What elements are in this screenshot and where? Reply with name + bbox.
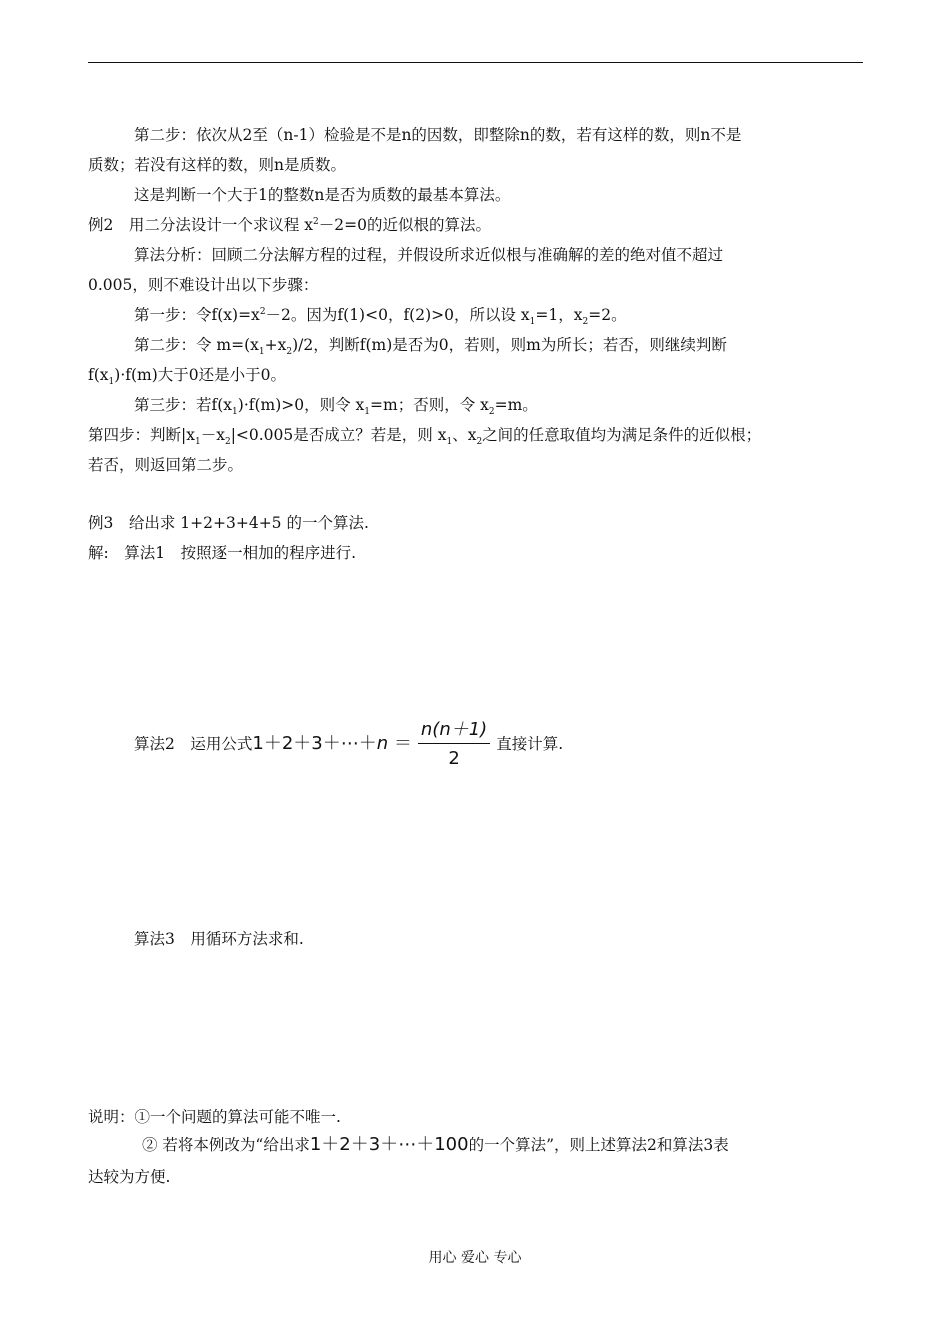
step2-line1: 第二步：依次从2至（n-1）检验是不是n的因数，即整除n的数，若有这样的数，则n不是 — [134, 126, 742, 144]
example3-title: 例3 给出求 1+2+3+4+5 的一个算法. — [88, 514, 369, 532]
page-footer: 用心 爱心 专心 — [428, 1250, 522, 1266]
ex2-step4-line2: 若否，则返回第二步。 — [88, 456, 244, 474]
solution-algorithm1: 解: 算法1 按照逐一相加的程序进行. — [88, 544, 357, 562]
note-line2: ② 若将本例改为“给出求1＋2＋3＋⋯＋100的一个算法”，则上述算法2和算法3表 — [142, 1134, 729, 1155]
ex2-step2-line2: $f(x_1)\cdot f(m)$大于0还是小于0。 — [88, 366, 286, 388]
step2-line2: 质数；若没有这样的数，则n是质数。 — [88, 156, 346, 174]
ex2-step4-line1: 第四步：判断$|x_1-x_2|<0.005$是否成立？若是，则 $x_1$、$x_2$之间的任意取值均为满足条件的近似根； — [88, 426, 762, 448]
analysis-line2: 0.005，则不难设计出以下步骤： — [88, 276, 319, 294]
example2-title: 例2 用二分法设计一个求议程 $x^2-2=0$的近似根的算法。 — [88, 216, 491, 234]
analysis-line1: 算法分析：回顾二分法解方程的过程，并假设所求近似根与准确解的差的绝对值不超过 — [134, 246, 724, 264]
note-line1: 说明：①一个问题的算法可能不唯一. — [88, 1108, 341, 1126]
sum-formula: 1＋2＋3＋⋯＋n ＝ $\frac{n(n+1)}{2}$ — [252, 733, 496, 754]
algorithm3-line: 算法3 用循环方法求和. — [134, 930, 304, 948]
note-line3: 达较为方便. — [88, 1168, 171, 1186]
ex2-step1: 第一步：令$f(x)=x^2-2$。因为f(1)<0，f(2)>0，所以设 $x_1=1$，$x_2=2$。 — [134, 306, 627, 328]
ex2-step3: 第三步：若$f(x_1)\cdot f(m)>0$，则令 $x_1=m$；否则，令 $x_2=m$。 — [134, 396, 538, 418]
formula-fraction: $\frac{n(n+1)}{2}$ — [418, 719, 490, 770]
ex2-step2-line1: 第二步：令 $m=(x_1+x_2)/2$，判断f(m)是否为0，若则，则m为所长；若否，则继续判断 — [134, 336, 727, 358]
algorithm2-line: 算法2 运用公式1＋2＋3＋⋯＋n ＝ $\frac{n(n+1)}{2}$ 直接计算. — [134, 718, 564, 769]
header-rule — [88, 62, 863, 63]
algorithm-note: 这是判断一个大于1的整数n是否为质数的最基本算法。 — [134, 186, 511, 204]
